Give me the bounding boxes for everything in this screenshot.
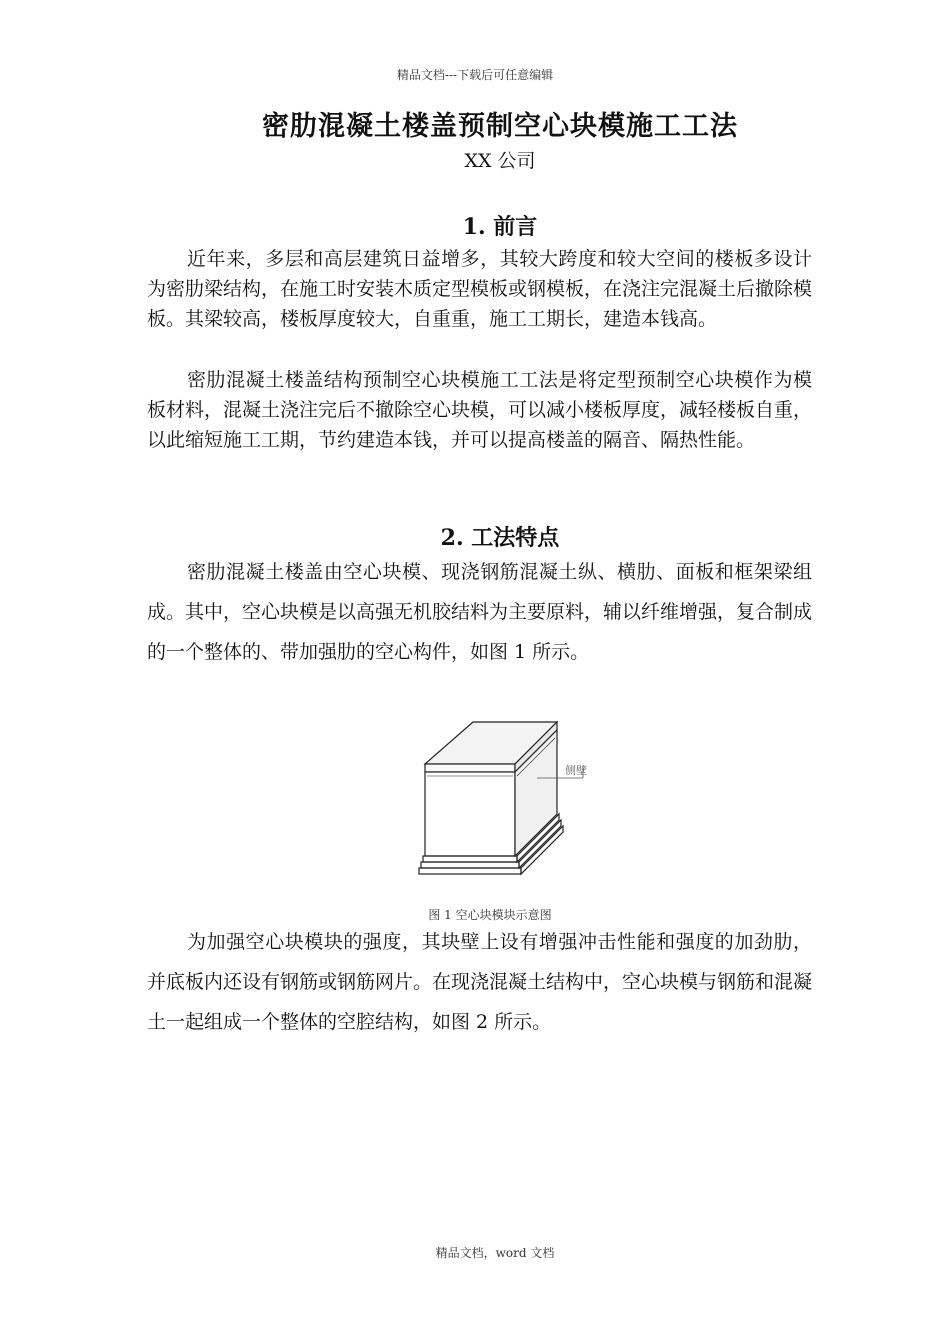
paragraph-features-2: 为加强空心块模块的强度，其块壁上设有增强冲击性能和强度的加劲肋，并底板内还设有钢筋或钢筋网片。在现浇混凝土结构中，空心块模与钢筋和混凝土一起组成一个整体的空腔结构，如图 2 所示。 — [147, 931, 813, 1033]
figure-label-side-wall: 侧壁 — [565, 764, 587, 777]
hollow-block-diagram — [415, 718, 595, 890]
figure-caption: 图 1 空心块模块示意图 — [428, 908, 552, 922]
document-title: 密肋混凝土楼盖预制空心块模施工工法 — [262, 111, 738, 142]
page-footer: 精品文档，word 文档 — [435, 1246, 555, 1260]
company-name: XX 公司 — [464, 150, 536, 172]
section-heading-preface: 1. 前言 — [462, 214, 538, 240]
paragraph-preface-2: 密肋混凝土楼盖结构预制空心块模施工工法是将定型预制空心块模作为模板材料，混凝土浇注完后不撤除空心块模，可以减小楼板厚度，减轻楼板自重，以此缩短施工工期，节约建造本钱，并可以提高楼盖的隔音、隔热性能。 — [147, 369, 813, 451]
paragraph-features-1: 密肋混凝土楼盖由空心块模、现浇钢筋混凝土纵、横肋、面板和框架梁组成。其中，空心块模是以高强无机胶结料为主要原料，辅以纤维增强，复合制成的一个整体的、带加强肋的空心构件，如图 1 所示。 — [147, 561, 813, 663]
figure-hollow-block — [415, 718, 595, 890]
paragraph-preface-1: 近年来，多层和高层建筑日益增多，其较大跨度和较大空间的楼板多设计为密肋梁结构，在施工时安装木质定型模板或钢模板，在浇注完混凝土后撤除模板。其梁较高，楼板厚度较大，自重重，施工工期长，建造本钱高。 — [147, 248, 813, 330]
page-header: 精品文档---下载后可任意编辑 — [396, 68, 554, 82]
section-heading-features: 2. 工法特点 — [440, 525, 560, 551]
